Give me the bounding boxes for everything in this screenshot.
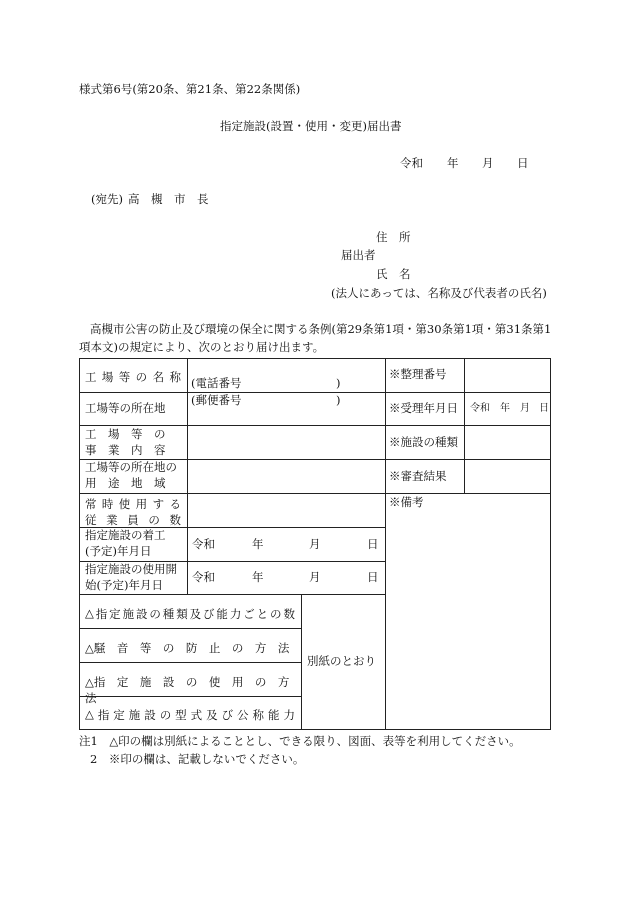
location-label: 工場等の所在地	[85, 401, 166, 415]
business-field[interactable]	[189, 428, 379, 456]
label-char: 力	[229, 607, 242, 621]
phone-label: (電話番号	[191, 376, 242, 390]
received-date-label: ※受理年月日	[389, 401, 458, 415]
remarks-label: ※備考	[389, 495, 424, 509]
postal-label: (郵便番号	[191, 393, 242, 407]
label-char: 時	[101, 497, 114, 511]
label-char: 等	[118, 370, 131, 384]
label-char: 称	[169, 370, 181, 384]
label-char: △	[85, 606, 94, 620]
label-char: 常	[85, 497, 97, 511]
label-char: び	[221, 708, 234, 722]
construction-day: 日	[367, 537, 379, 551]
label-char: び	[203, 607, 215, 621]
received-year: 年	[500, 403, 510, 414]
business-label-2: 事 業 内 容	[85, 443, 166, 457]
facility-kind-label: ※施設の種類	[389, 435, 458, 449]
label-char: 種	[162, 607, 175, 621]
use-start-label-2: 始(予定)年月日	[85, 578, 163, 592]
label-char: 従	[85, 513, 97, 527]
note-1: 注1 △印の欄は別紙によることとし、できる限り、図面、表等を利用してください。	[79, 734, 521, 748]
zoning-label-1: 工場等の所在地の	[85, 460, 177, 474]
label-char: 型	[175, 708, 187, 722]
review-result-field[interactable]	[467, 462, 547, 492]
construction-label-1: 指定施設の着工	[85, 528, 166, 542]
use-start-month: 月	[309, 570, 321, 584]
label-char: 数	[169, 513, 181, 527]
label-char: の	[270, 607, 282, 621]
label-char: 及	[189, 607, 202, 621]
date-month: 月	[482, 156, 494, 170]
label-char: 名	[152, 370, 165, 384]
label-char: 指	[95, 607, 108, 621]
label-char: 式	[190, 708, 203, 722]
facility-types-label	[85, 606, 295, 622]
label-char: 工	[85, 370, 97, 384]
label-char: 員	[127, 513, 139, 527]
date-day: 日	[517, 156, 529, 170]
label-char: の	[149, 607, 161, 621]
label-char: 類	[176, 607, 188, 621]
label-char: 業	[106, 513, 118, 527]
factory-name-label	[85, 369, 181, 385]
zoning-label-2: 用 途 地 域	[85, 476, 166, 490]
note-2: 2 ※印の欄は、記載しないでください。	[90, 752, 305, 766]
label-char: 設	[144, 708, 156, 722]
label-char: と	[256, 607, 269, 621]
phone-close: )	[336, 376, 341, 390]
label-char: 施	[128, 708, 141, 722]
label-char: 公	[237, 708, 249, 722]
factory-name-field[interactable]	[189, 361, 379, 375]
facility-kind-field[interactable]	[467, 428, 547, 458]
noise-prevention-label: △騒 音 等 の 防 止 の 方 法	[85, 641, 290, 655]
usage-method-label: △指 定 施 設 の 使 用 の 方 法	[85, 675, 301, 705]
label-char: 指	[97, 708, 110, 722]
review-result-label: ※審査結果	[389, 469, 447, 483]
addressee-name: 高 槻 市 長	[128, 192, 209, 206]
label-char: 能	[267, 708, 280, 722]
received-month: 月	[520, 403, 530, 414]
construction-year: 年	[252, 537, 264, 551]
label-char: 定	[113, 708, 125, 722]
document-title: 指定施設(設置・使用・変更)届出書	[220, 119, 402, 133]
use-start-day: 日	[367, 570, 379, 584]
label-char: 数	[283, 607, 295, 621]
use-start-label-1: 指定施設の使用開	[85, 562, 177, 576]
construction-era: 令和	[192, 537, 215, 551]
use-start-year: 年	[252, 570, 264, 584]
construction-month: 月	[309, 537, 321, 551]
see-attached-text: 別紙のとおり	[307, 654, 376, 668]
model-capacity-label	[85, 707, 295, 723]
label-char: 称	[252, 708, 265, 722]
label-char: 施	[122, 607, 135, 621]
intro-line-1: 高槻市公害の防止及び環境の保全に関する条例(第29条第1項・第30条第1項・第31条第1	[90, 322, 552, 336]
date-year: 年	[447, 156, 459, 170]
intro-line-2: 項本文)の規定により、次のとおり届け出ます。	[79, 340, 325, 354]
form-number: 様式第6号(第20条、第21条、第22条関係)	[79, 82, 301, 96]
label-char: 設	[135, 607, 148, 621]
employees-field[interactable]	[189, 496, 379, 524]
name-note: (法人にあっては、名称及び代表者の氏名)	[331, 286, 547, 300]
label-char: の	[148, 513, 160, 527]
notification-form-table	[79, 358, 551, 730]
location-field[interactable]	[189, 410, 379, 422]
label-char: 能	[216, 607, 228, 621]
zoning-field[interactable]	[189, 462, 379, 490]
postal-close: )	[336, 393, 341, 407]
label-char: △	[85, 707, 94, 721]
business-label-1: 工 場 等 の	[85, 427, 166, 441]
address-label: 住 所	[376, 230, 411, 244]
use-start-era: 令和	[192, 570, 215, 584]
employees-label-1	[85, 496, 181, 512]
date-era: 令和	[400, 156, 423, 170]
reg-no-label: ※整理番号	[389, 367, 447, 381]
addressee-prefix: (宛先)	[91, 192, 123, 206]
received-day: 日	[539, 403, 549, 414]
name-label: 氏 名	[376, 267, 411, 281]
employees-label-2	[85, 512, 181, 528]
reg-no-field[interactable]	[467, 360, 547, 390]
notifier-label: 届出者	[341, 248, 376, 262]
label-char: の	[159, 708, 172, 722]
label-char: 定	[109, 607, 121, 621]
label-char: ご	[243, 607, 255, 621]
label-char: 使	[118, 497, 131, 511]
label-char: す	[152, 497, 165, 511]
label-char: 場	[101, 370, 114, 384]
construction-label-2: (予定)年月日	[85, 544, 152, 558]
received-era: 令和	[470, 403, 490, 414]
label-char: の	[135, 370, 148, 384]
label-char: る	[169, 497, 181, 511]
label-char: 力	[283, 708, 295, 722]
label-char: 及	[206, 708, 218, 722]
label-char: 用	[135, 497, 148, 511]
